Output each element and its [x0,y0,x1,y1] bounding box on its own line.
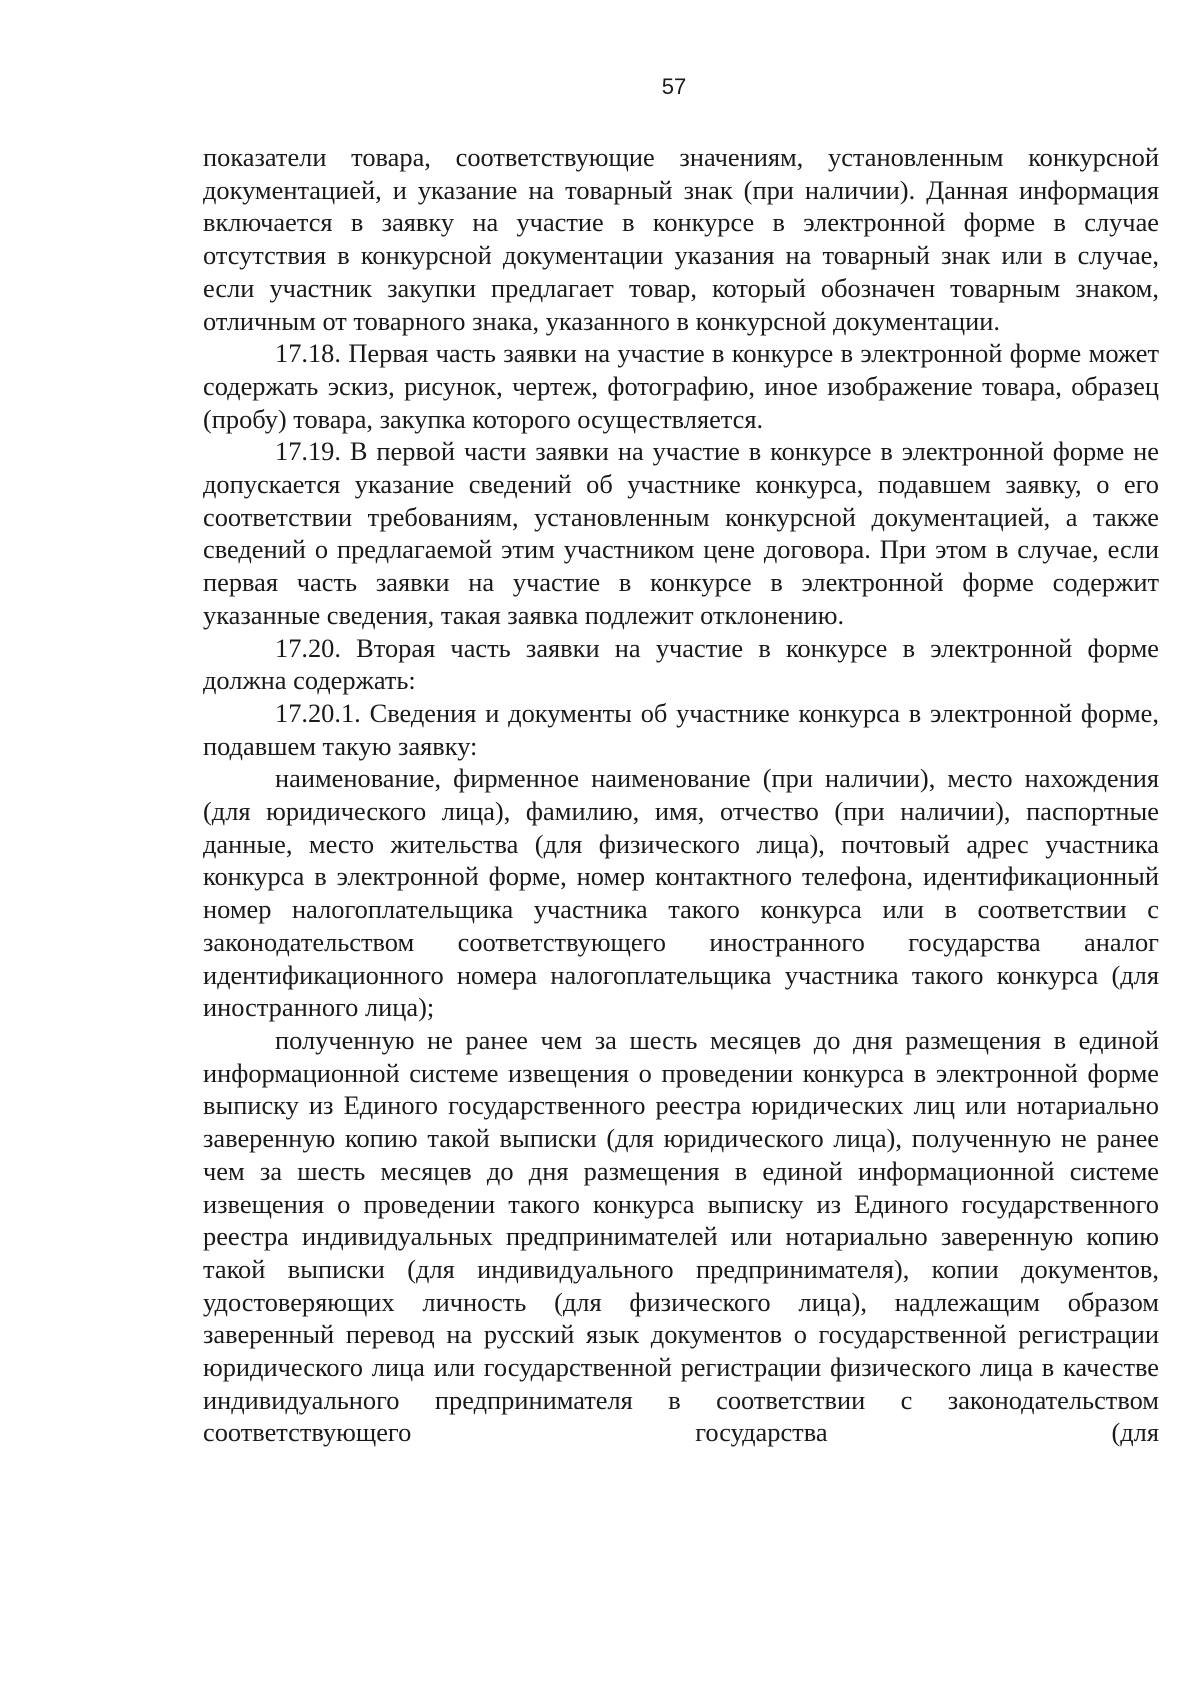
paragraph-17-18: 17.18. Первая часть заявки на участие в конкурсе в электронной форме может содержать эскиз, рисунок, чертеж, фотографию, иное изображение товара, образец (пробу) товара, закупка которого осуществляется. [203,338,1159,434]
paragraph-17-19: 17.19. В первой части заявки на участие в конкурсе в электронной форме не допускается указание сведений об участнике конкурса, подавшем заявку, о его соответствии требованиям, установленным конкурсной документацией, а также сведений о предлагаемой этим участником цене договора. При этом в случае, если первая часть заявки на участие в конкурсе в электронной форме содержит указанные сведения, такая заявка подлежит отклонению. [203,436,1159,630]
paragraph-name-details: наименование, фирменное наименование (при наличии), место нахождения (для юридического лица), фамилию, имя, отчество (при наличии), паспортные данные, место жительства (для физического лица), почтовый адрес участника конкурса в электронной форме, номер контактного телефона, идентификационный номер налогоплательщика участника такого конкурса или в соответствии с законодательством соответствующего иностранного государства аналог идентификационного номера налогоплательщика участника такого конкурса (для иностранного лица); [203,763,1159,1023]
page-number: 57 [661,74,687,99]
paragraph-17-20-1: 17.20.1. Сведения и документы об участнике конкурса в электронной форме, подавшем такую заявку: [203,697,1159,761]
paragraph-continuation: показатели товара, соответствующие значениям, установленным конкурсной документацией, и указание на товарный знак (при наличии). Данная информация включается в заявку на участие в конкурсе в электронной форме в случае отсутствия в конкурсной документации указания на товарный знак или в случае, если участник закупки предлагает товар, который обозначен товарным знаком, отличным от товарного знака, указанного в конкурсной документации. [203,142,1159,336]
paragraph-17-20: 17.20. Вторая часть заявки на участие в конкурсе в электронной форме должна содержать: [203,632,1159,696]
paragraph-registry-extract: полученную не ранее чем за шесть месяцев до дня размещения в единой информационной системе извещения о проведении конкурса в электронной форме выписку из Единого государственного реестра юридических лиц или нотариально заверенную копию такой выписки (для юридического лица), полученную не ранее чем за шесть месяцев до дня размещения в единой информационной системе извещения о проведении такого конкурса выписку из Единого государственного реестра индивидуальных предпринимателей или нотариально заверенную копию такой выписки (для индивидуального предпринимателя), копии документов, удостоверяющих личность (для физического лица), надлежащим образом заверенный перевод на русский язык документов о государственной регистрации юридического лица или государственной регистрации физического лица в качестве индивидуального предпринимателя в соответствии с законодательством соответствующего государства (для [203,1024,1159,1448]
body-text [203,141,1159,1449]
